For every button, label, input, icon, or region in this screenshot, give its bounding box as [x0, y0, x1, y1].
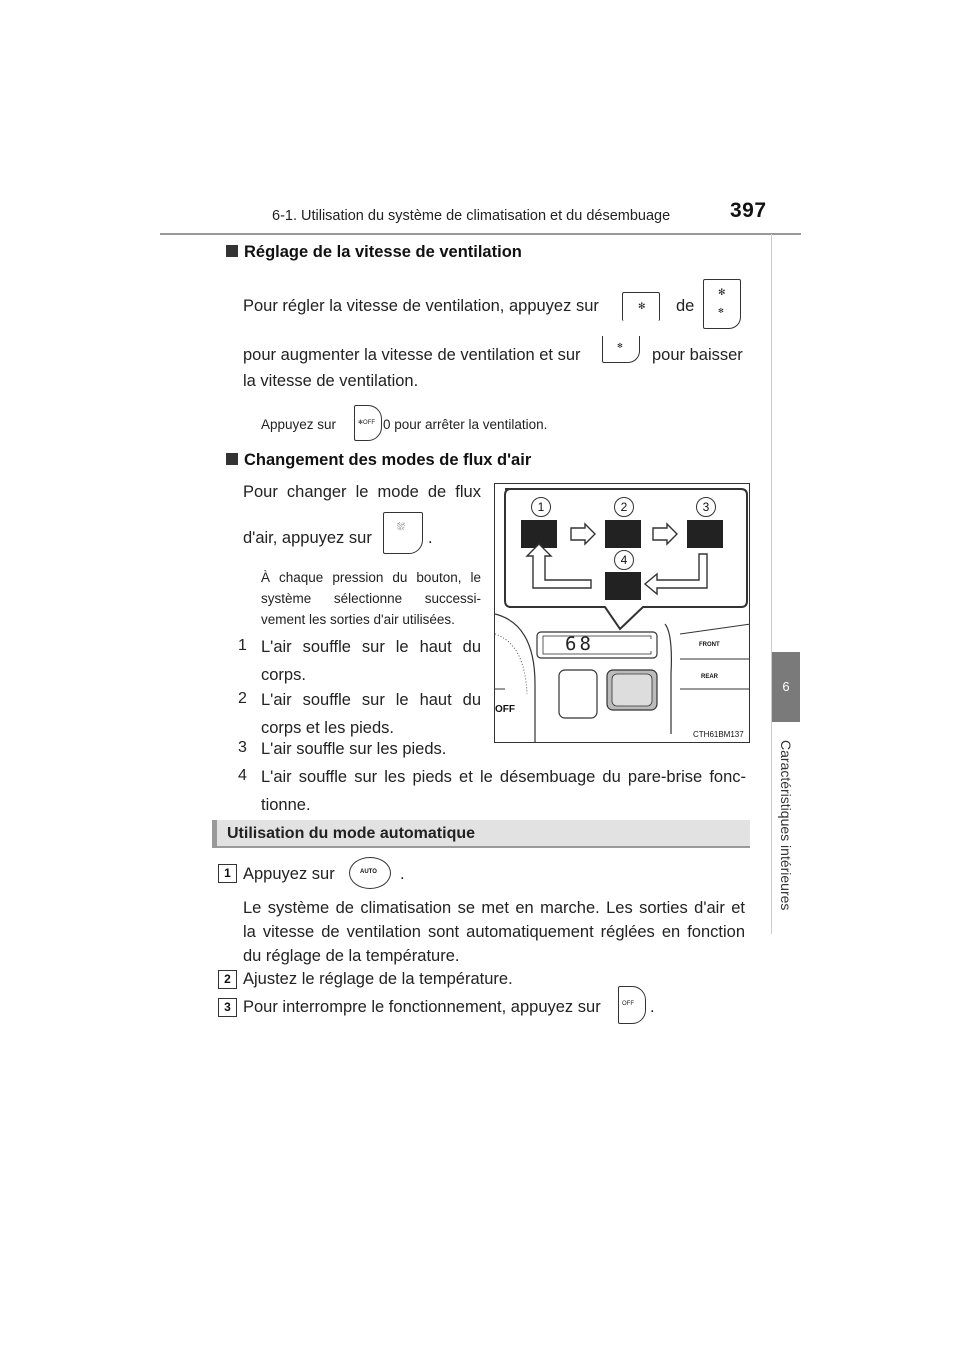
fan-speed-line1a: Pour régler la vitesse de ventilation, appuyez sur — [243, 297, 599, 315]
rear-label: REAR — [701, 674, 719, 680]
step-number: 2 — [218, 970, 237, 989]
chapter-number: 6 — [782, 679, 790, 694]
mode-number: 2 — [238, 690, 247, 707]
step2-text: Ajustez le réglage de la température. — [243, 970, 513, 988]
figure-illustration — [495, 484, 750, 743]
fan-speed-line3: la vitesse de ventilation. — [243, 372, 419, 390]
off-label: OFF — [495, 704, 515, 715]
figure-code: CTH61BM137 — [693, 730, 744, 739]
step1-text-b: . — [400, 865, 405, 883]
airflow-heading: Changement des modes de flux d'air — [226, 451, 531, 470]
mode-text: L'air souffle sur le haut du corps et les pieds. — [261, 691, 481, 737]
figure-callout: 3 — [696, 497, 716, 517]
fan-speed-line2a: pour augmenter la vitesse de ventilation et sur — [243, 346, 581, 364]
fan-speed-line2b: pour baisser — [652, 346, 743, 364]
mode-number: 4 — [238, 767, 247, 784]
figure-callout: 2 — [614, 497, 634, 517]
auto-mode-heading-bar — [212, 820, 750, 848]
mode-button-icon: ⛆ — [383, 512, 423, 554]
figure-callout: 1 — [531, 497, 551, 517]
header-section-title: 6-1. Utilisation du système de climatisation et du désembuage — [272, 208, 671, 224]
chapter-tab — [772, 652, 800, 722]
display-readout: 68 — [565, 633, 594, 655]
mode-number: 3 — [238, 739, 247, 756]
step-number: 3 — [218, 998, 237, 1017]
figure-callout: 4 — [614, 550, 634, 570]
note-line: À chaque pression du bouton, le — [261, 570, 481, 585]
step3-text-a: Pour interrompre le fonctionnement, appuyez sur — [243, 998, 601, 1016]
fan-off-button-icon: ✻OFF — [354, 405, 382, 441]
airflow-line1: Pour changer le mode de flux — [243, 483, 481, 501]
airflow-line2b: . — [428, 529, 433, 547]
auto-button-icon: AUTO — [349, 857, 391, 889]
page-number: 397 — [730, 199, 767, 222]
mode-text: L'air souffle sur les pieds et le désembuage du pare-brise fonc- tionne. — [261, 768, 746, 814]
mode-number: 1 — [238, 637, 247, 654]
fan-off-note-a: Appuyez sur — [261, 417, 337, 432]
bullet-square-icon — [226, 453, 238, 465]
bullet-square-icon — [226, 245, 238, 257]
step1-detail: Le système de climatisation se met en marche. Les sorties d'air et la vitesse de ventilation sont automatiquement réglées en fonction du réglage de la température. — [243, 899, 745, 965]
fan-up-button-icon: ✻ — [602, 336, 640, 363]
auto-mode-rule — [212, 846, 750, 848]
airflow-note — [261, 567, 481, 630]
fan-off-note-b: 0 pour arrêter la ventilation. — [383, 417, 548, 432]
off-button-icon: OFF — [618, 986, 646, 1024]
auto-mode-heading: Utilisation du mode automatique — [227, 825, 476, 842]
chapter-label: Caractéristiques intérieures — [778, 740, 794, 911]
step1-text-a: Appuyez sur — [243, 865, 335, 883]
fan-speed-button-icon: ✻ ✻ — [703, 279, 741, 329]
mode-text: L'air souffle sur le haut du corps. — [261, 638, 481, 684]
airflow-line2a: d'air, appuyez sur — [243, 529, 372, 547]
fan-speed-heading: Réglage de la vitesse de ventilation — [226, 243, 522, 262]
step-number: 1 — [218, 864, 237, 883]
fan-down-button-icon: ✻ — [622, 292, 660, 321]
header-rule — [160, 233, 801, 235]
step3-text-b: . — [650, 998, 655, 1016]
airflow-mode-figure — [494, 483, 750, 743]
chapter-label-box — [766, 740, 806, 930]
front-label: FRONT — [699, 642, 720, 648]
fan-speed-line1b: de — [676, 297, 695, 315]
note-line: vement les sorties d'air utilisées. — [261, 612, 455, 627]
mode-text: L'air souffle sur les pieds. — [261, 740, 447, 758]
note-line: système sélectionne successi- — [261, 591, 481, 606]
